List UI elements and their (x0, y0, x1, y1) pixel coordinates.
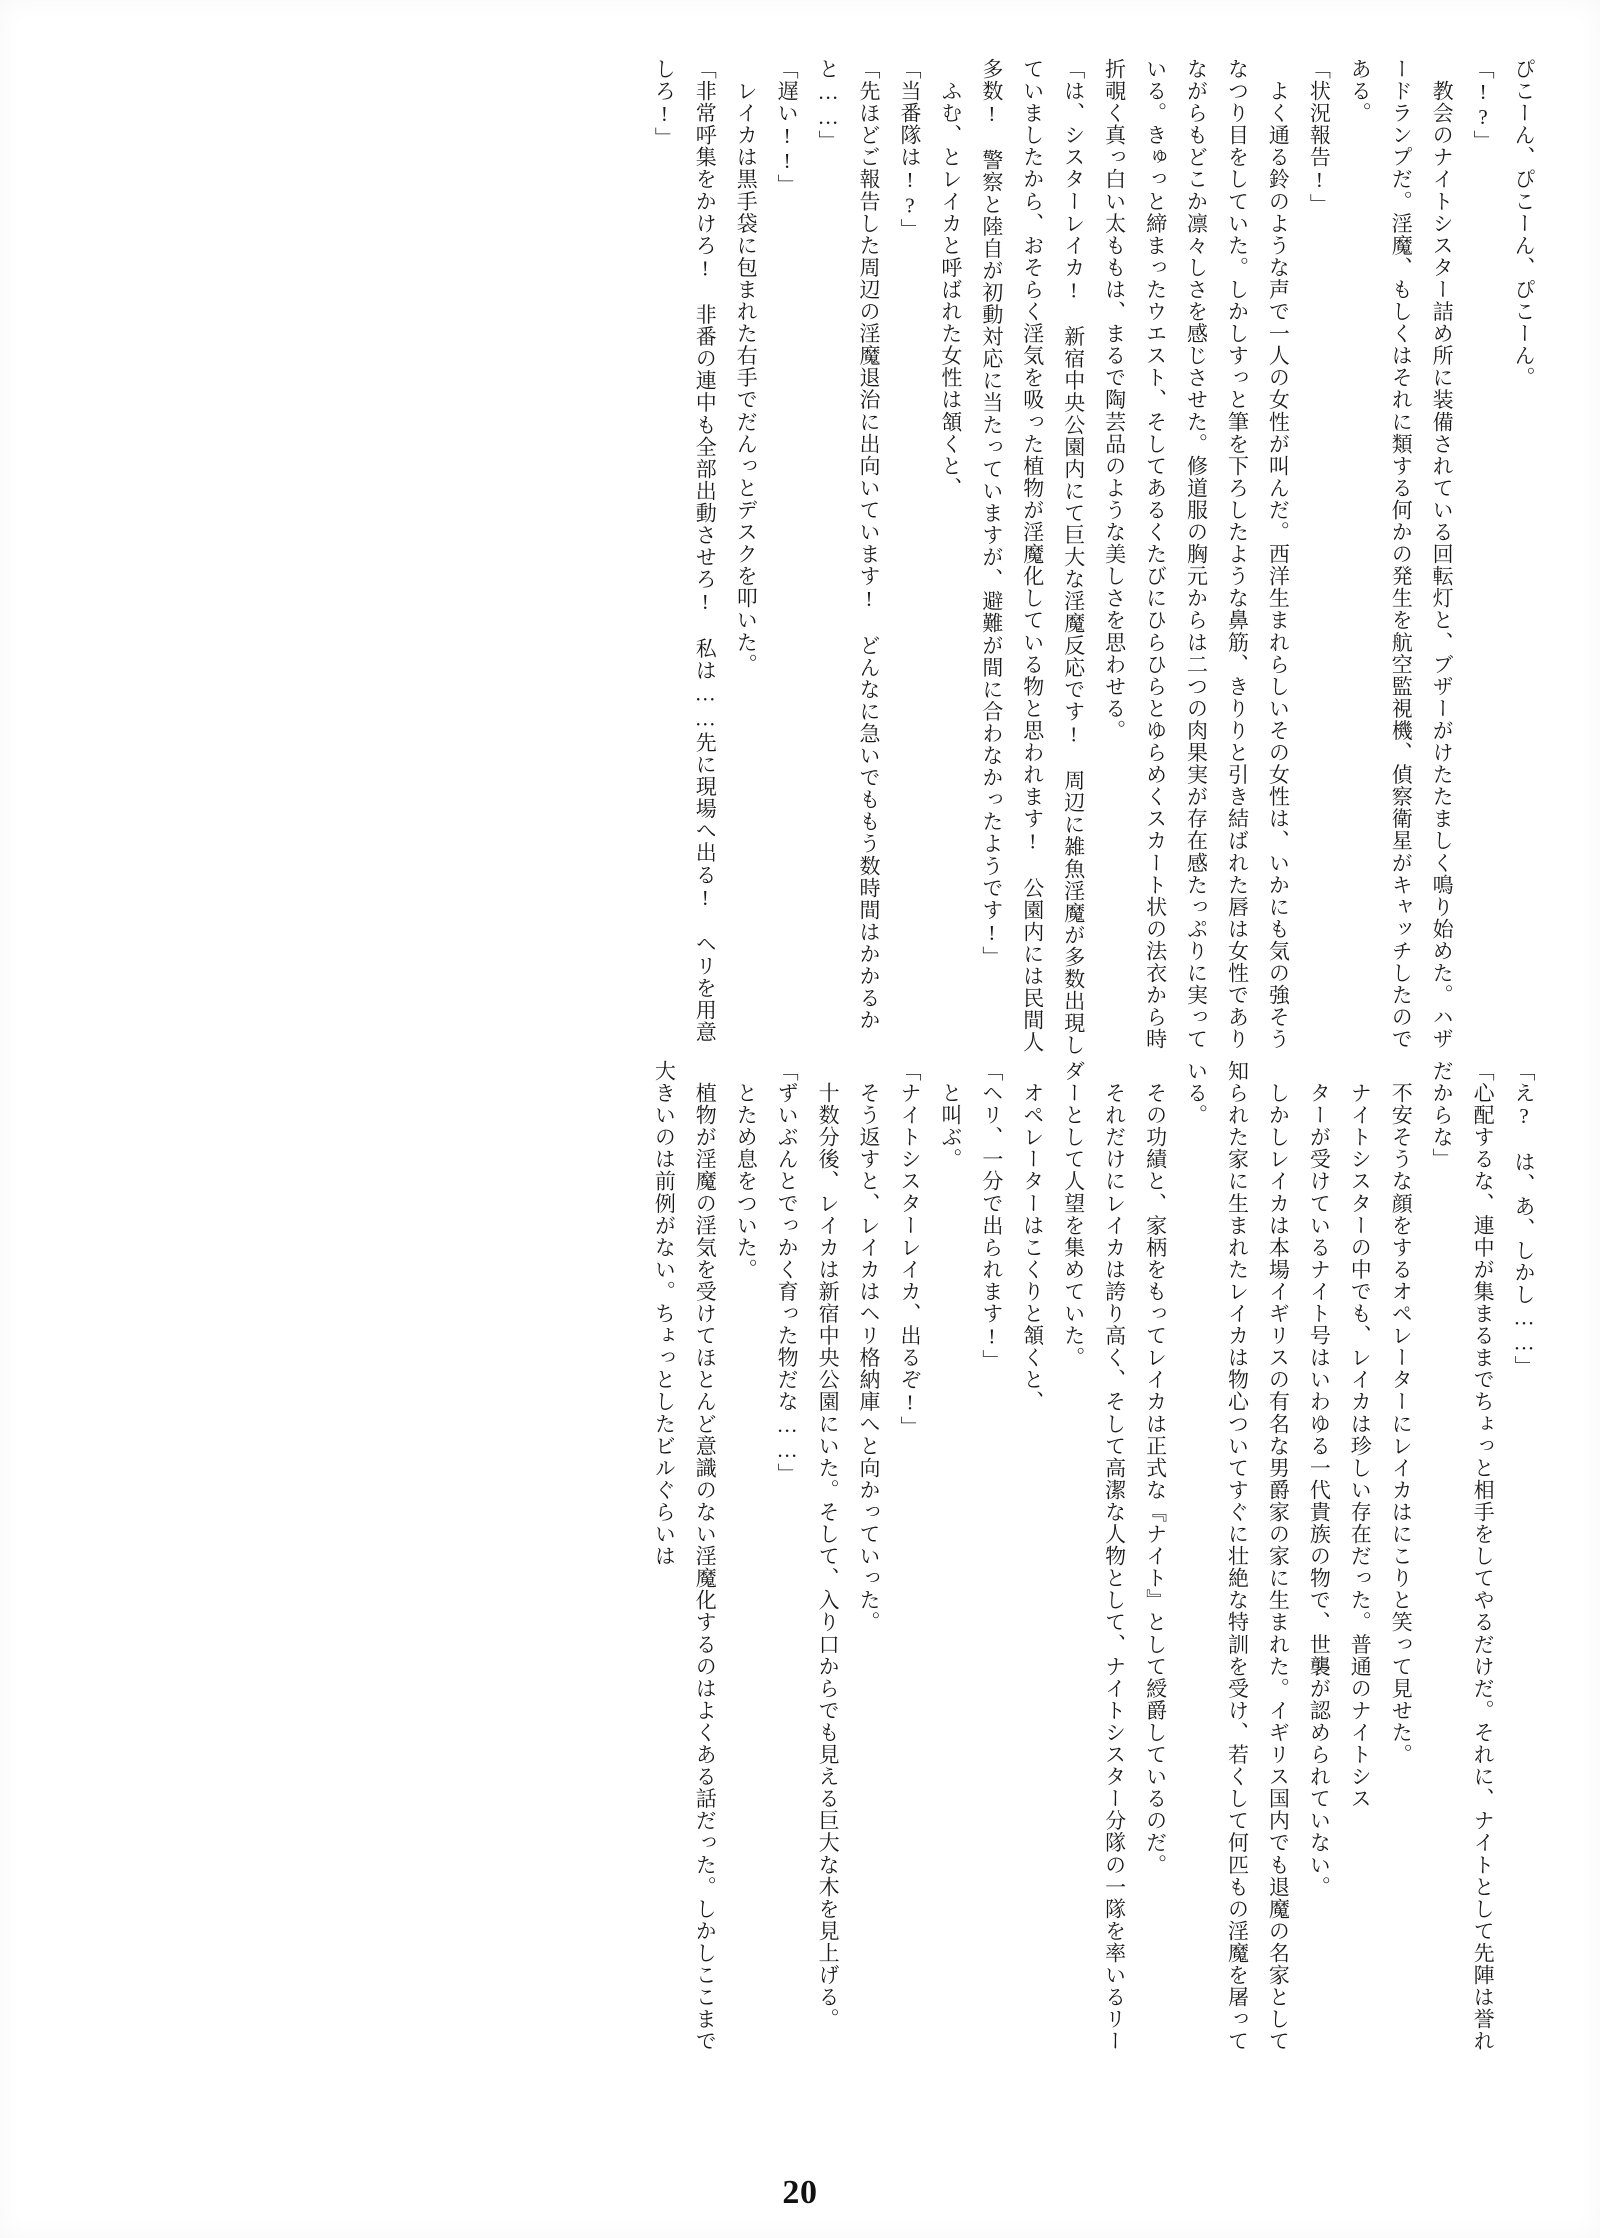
paragraph: 「遅い!!」 (775, 58, 800, 197)
paragraph: 植物が淫魔の淫気を受けてほとんど意識のない淫魔化するのはよくある話だった。しかしここまで大きいのは前例がない。ちょっとしたビルぐらいは (652, 1060, 718, 2053)
paragraph: 不安そうな顔をするオペレーターにレイカはにこりと笑って見せた。 (1389, 1060, 1414, 1766)
paragraph: 「ヘリ、一分で出られます!」 (979, 1060, 1004, 1372)
paragraph: 教会のナイトシスター詰め所に装備されている回転灯と、ブザーがけたたましく鳴り始めた。ハザードランプだ。淫魔、もしくはそれに類する何かの発生を航空監視機、偵察衛星がキャッチしたのである。 (1348, 58, 1455, 1051)
paragraph: 「当番隊は!?」 (897, 58, 922, 241)
paragraph: 「心配するな、連中が集まるまでちょっと相手をしてやるだけだ。それに、ナイトとして先陣は誉れだからな」 (1430, 1060, 1496, 2053)
paragraph: そう返すと、レイカはヘリ格納庫へと向かっていった。 (857, 1060, 881, 1634)
paragraph: よく通る鈴のような声で一人の女性が叫んだ。西洋生まれらしいその女性は、いかにも気の強そうなつり目をしていた。しかしすっと筆を下ろしたような鼻筋、きりりと引き結ばれた唇は女性でありながらもどこか凛々しさを感じさせた。修道服の胸元からは二つの肉果実が存在感たっぷりに実っている。きゅっと締まったウエスト、そしてあるくたびにひらひらとゆらめくスカート状の法衣から時折覗く真っ白い太ももは、まるで陶芸品のような美しさを思わせる。 (1102, 58, 1291, 1051)
paragraph: 「は、シスターレイカ! 新宿中央公園内にて巨大な淫魔反応です! 周辺に雑魚淫魔が多数出現していましたから、おそらく淫気を吸った植物が淫魔化している物と思われます! 公園内には民間人多数! 警察と陸自が初動対応に当たっていますが、避難が間に合わなかったようです!」 (979, 58, 1086, 1057)
paragraph: その功績と、家柄をもってレイカは正式な『ナイト』として綬爵しているのだ。 (1143, 1060, 1168, 1876)
paragraph: 「え? は、あ、しかし……」 (1512, 1060, 1536, 1378)
paragraph: 十数分後、レイカは新宿中央公園にいた。そして、入り口からでも見える巨大な木を見上げる。 (816, 1060, 841, 2031)
page-number: 20 (782, 2174, 818, 2211)
paragraph: 「先ほどご報告した周辺の淫魔退治に出向いています! どんなに急いでももう数時間はかかるかと……」 (816, 58, 881, 1032)
paragraph: 「!?」 (1471, 58, 1496, 153)
paragraph: しかしレイカは本場イギリスの有名な男爵家の家に生まれた。イギリス国内でも退魔の名家として知られた家に生まれたレイカは物心ついてすぐに壮絶な特訓を受け、若くして何匹もの淫魔を屠っている。 (1184, 1060, 1291, 2053)
paragraph: 「非常呼集をかけろ! 非番の連中も全部出動させろ! 私は……先に現場へ出る! ヘリを用意しろ!」 (652, 58, 718, 1044)
paragraph: 「ずいぶんとでっかく育った物だな……」 (775, 1060, 800, 1485)
body-text-upper (56, 58, 1544, 1058)
paragraph: レイカは黒手袋に包まれた右手でだんっとデスクを叩いた。 (734, 58, 759, 676)
paragraph: 「状況報告!」 (1307, 58, 1332, 216)
paragraph: それだけにレイカは誇り高く、そして高潔な人物として、ナイトシスター分隊の一隊を率いるリーダーとして人望を集めていた。 (1061, 1060, 1127, 2053)
paragraph: オペレーターはこくりと頷くと、 (1020, 1060, 1045, 1413)
paragraph: ふむ、とレイカと呼ばれた女性は頷くと、 (938, 58, 963, 499)
paragraph: ナイトシスターの中でも、レイカは珍しい存在だった。普通のナイトシス (1348, 1060, 1373, 1810)
paragraph: とため息をついた。 (734, 1060, 759, 1281)
paragraph: ぴこーん、ぴこーん、ぴこーん。 (1512, 58, 1536, 389)
paragraph: ターが受けているナイト号はいわゆる一代貴族の物で、世襲が認められていない。 (1307, 1060, 1332, 1898)
paragraph: と叫ぶ。 (938, 1060, 963, 1171)
body-text-lower (56, 1060, 1544, 2060)
paragraph: 「ナイトシスターレイカ、出るぞ!」 (897, 1060, 922, 1438)
